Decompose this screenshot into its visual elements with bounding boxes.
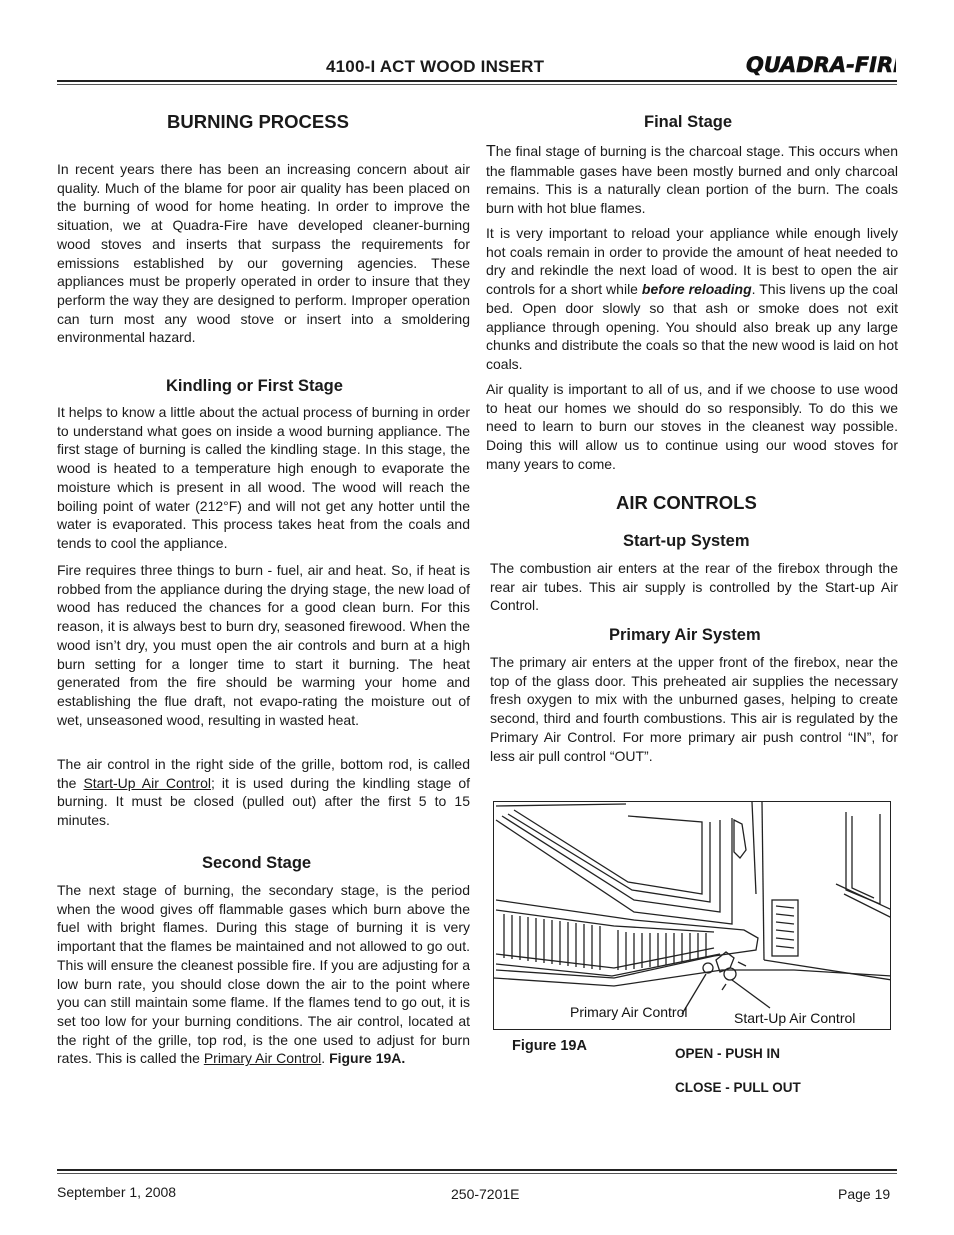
quadra-fire-logo (744, 52, 896, 76)
header-rule-thin (57, 84, 897, 85)
svg-text:QUADRA-FIRE: QUADRA-FIRE (746, 53, 896, 76)
primary-air-control-label: Primary Air Control (570, 1004, 688, 1020)
kindling-paragraph-1: It helps to know a little about the actual process of burning in order to understand what goes on inside a wood burning appliance. The first stage of burning is called the kindling stage. In this stage, the wood is heated to a temperature high enough to evaporate the moisture which is present in all wood. The wood will reach the boiling point of water (212°F) and will not get any hotter until the water is evaporated. This process takes heat from the coals and tends to cool the appliance. (57, 404, 470, 551)
final-stage-heading: Final Stage (644, 113, 733, 131)
primary-air-control-term: Primary Air Control (203, 1050, 322, 1067)
figure-19a-illustration (493, 801, 891, 1030)
figure-reference: Figure 19A. (329, 1050, 406, 1067)
start-up-air-control-label: Start-Up Air Control (734, 1010, 856, 1026)
header-title: 4100-I ACT WOOD INSERT (326, 57, 545, 76)
close-pull-out-note: CLOSE - PULL OUT (675, 1080, 801, 1095)
insert-drawing (494, 802, 891, 1030)
primary-air-paragraph: The primary air enters at the upper front of the firebox, near the top of the glass door. This preheated air supplies the necessary fresh oxygen to mix with the unburned gases, helping to create second, third and fourth combustions. This air is regulated by the Primary Air Control. For more primary air push control “IN”, for less air pull control “OUT”. (490, 654, 898, 764)
final-stage-paragraph-1: The final stage of burning is the charcoal stage. This occurs when the flammable gases have been mostly burned and only charcoal remains. This is a naturally clean portion of the burn. The coals burn with hot blue flames. (486, 143, 898, 217)
start-up-air-control-term: Start-Up Air Control (83, 774, 212, 791)
kindling-paragraph-2: Fire requires three things to burn - fuel, air and heat. So, if heat is robbed from the appliance during the drying stage, the new load of wood has reduced the chances for a good clean burn. For this reason, it is always best to burn dry, seasoned firewood. When the wood isn’t dry, you must open the air controls and burn at a high burn setting for a longer time to start it burning. The heat generated from the fire should be warming your home and establishing the flue draft, not evapo-rating the moisture out of wet, unseasoned wood, resulting in wasted heat. (57, 562, 470, 728)
primary-air-heading: Primary Air System (609, 626, 761, 644)
kindling-paragraph-3: The air control in the right side of the grille, bottom rod, is called the Start-Up Air Control; it is used during the kindling stage of burning. It must be closed (pulled out) after the first 5 to 15 minutes. (57, 756, 470, 829)
final-stage-paragraph-3: Air quality is important to all of us, and if we choose to use wood to heat our homes we should do so responsibly. To do this we need to learn to burn our stoves in the cleanest way possible. Doing this will allow us to continue using our wood stoves for many years to come. (486, 381, 898, 472)
footer-doc-number: 250-7201E (451, 1186, 520, 1202)
burning-process-heading: BURNING PROCESS (167, 111, 349, 132)
figure-caption: Figure 19A (512, 1038, 587, 1054)
second-stage-paragraph: The next stage of burning, the secondary stage, is the period when the wood gives off flammable gases which burn above the fuel with bright flames. During this stage of burning it is very important that the flames be maintained and not allowed to go out. This will ensure the cleanest possible fire. If you are adjusting for a low burn rate, you should close down the air to the point where you can still maintain some flame. If the flames tend to go out, it is set too low for your burning conditions. The air control, located at the right of the grille, top rod, is the one used to adjust for burn rates. This is called the Primary Air Control. Figure 19A. (57, 882, 470, 1067)
header-rule (57, 80, 897, 82)
footer-page-number: Page 19 (838, 1186, 891, 1202)
footer-date: September 1, 2008 (57, 1184, 177, 1200)
startup-system-paragraph: The combustion air enters at the rear of the firebox through the rear air tubes. This air supply is controlled by the Start-up Air Control. (490, 560, 898, 614)
footer-rule (57, 1169, 897, 1171)
open-push-in-note: OPEN - PUSH IN (675, 1046, 781, 1061)
final-stage-paragraph-2: It is very important to reload your appliance while enough lively hot coals remain in order to provide the amount of heat needed to dry and rekindle the next load of wood. It is best to open the air controls for a short while before reloading. This livens up the coal bed. Open door slowly so that ash or smoke does not exit appliance through opening. You should also break up any large chunks and distribute the coals so that the new wood is laid on hot coals. (486, 225, 899, 372)
startup-system-heading: Start-up System (623, 532, 750, 550)
footer-rule-thin (57, 1173, 897, 1174)
air-controls-heading: AIR CONTROLS (616, 492, 757, 513)
second-stage-heading: Second Stage (202, 854, 312, 872)
kindling-heading: Kindling or First Stage (166, 377, 343, 395)
burning-process-paragraph: In recent years there has been an increasing concern about air quality. Much of the blame for poor air quality has been placed on the burning of wood for home heating. In order to improve the situation, we at Quadra-Fire have developed cleaner-burning wood stoves and inserts that surpass the requirements for emissions established by our governing agencies. These appliances must be properly operated in order to insure that they perform the way they are designed to perform. Improper operation can turn most any wood stove or insert into a smoldering environmental hazard. (57, 161, 470, 346)
